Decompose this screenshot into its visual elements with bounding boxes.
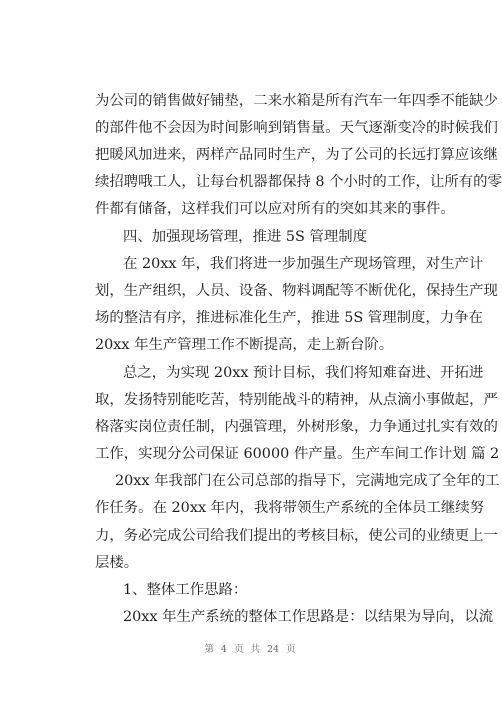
text-line: 力，务必完成公司给我们提出的考核目标，使公司的业绩更上一	[95, 528, 498, 544]
section-heading: 四、加强现场管理，推进 5S 管理制度	[123, 229, 368, 245]
text-line: 20xx 年生产系统的整体工作思路是：以结果为导向，以流	[123, 609, 494, 625]
text-line: 为公司的销售做好铺垫，二来水箱是所有汽车一年四季不能缺少	[95, 93, 498, 109]
text-line: 划，生产组织，人员、设备、物料调配等不断优化，保持生产现	[95, 283, 498, 299]
text-line: 层楼。	[95, 555, 139, 571]
text-line: 场的整洁有序，推进标准化生产，推进 5S 管理制度，力争在	[95, 310, 483, 326]
text-line: 续招聘哦工人，让每台机器都保持 8 个小时的工作，让所有的零	[95, 174, 502, 190]
page-number-footer: 第 4 页 共 24 页	[204, 644, 296, 655]
text-line: 取，发扬特别能吃苦，特别能战斗的精神，从点滴小事做起，严	[95, 392, 498, 408]
text-line: 在 20xx 年，我们将进一步加强生产现场管理，对生产计	[123, 256, 484, 272]
text-line: 20xx 年生产管理工作不断提高，走上新台阶。	[95, 337, 394, 353]
text-line: 件都有储备，这样我们可以应对所有的突如其来的事件。	[95, 201, 455, 217]
text-line: 把暖风加进来，两样产品同时生产，为了公司的长远打算应该继	[95, 147, 498, 163]
text-line: 作任务。在 20xx 年内，我将带领生产系统的全体员工继续努	[95, 500, 485, 516]
text-line: 工作，实现分公司保证 60000 件产量。生产车间工作计划 篇 2	[95, 446, 500, 462]
section-heading: 1、整体工作思路：	[123, 582, 248, 598]
text-line: 20xx 年我部门在公司总部的指导下，完满地完成了全年的工	[115, 473, 500, 489]
text-line: 总之，为实现 20xx 预计目标，我们将知难奋进、开拓进	[123, 365, 484, 381]
text-line: 的部件他不会因为时间影响到销售量。天气逐渐变冷的时候我们	[95, 120, 498, 136]
text-line: 格落实岗位责任制，内强管理，外树形象，力争通过扎实有效的	[95, 419, 498, 435]
